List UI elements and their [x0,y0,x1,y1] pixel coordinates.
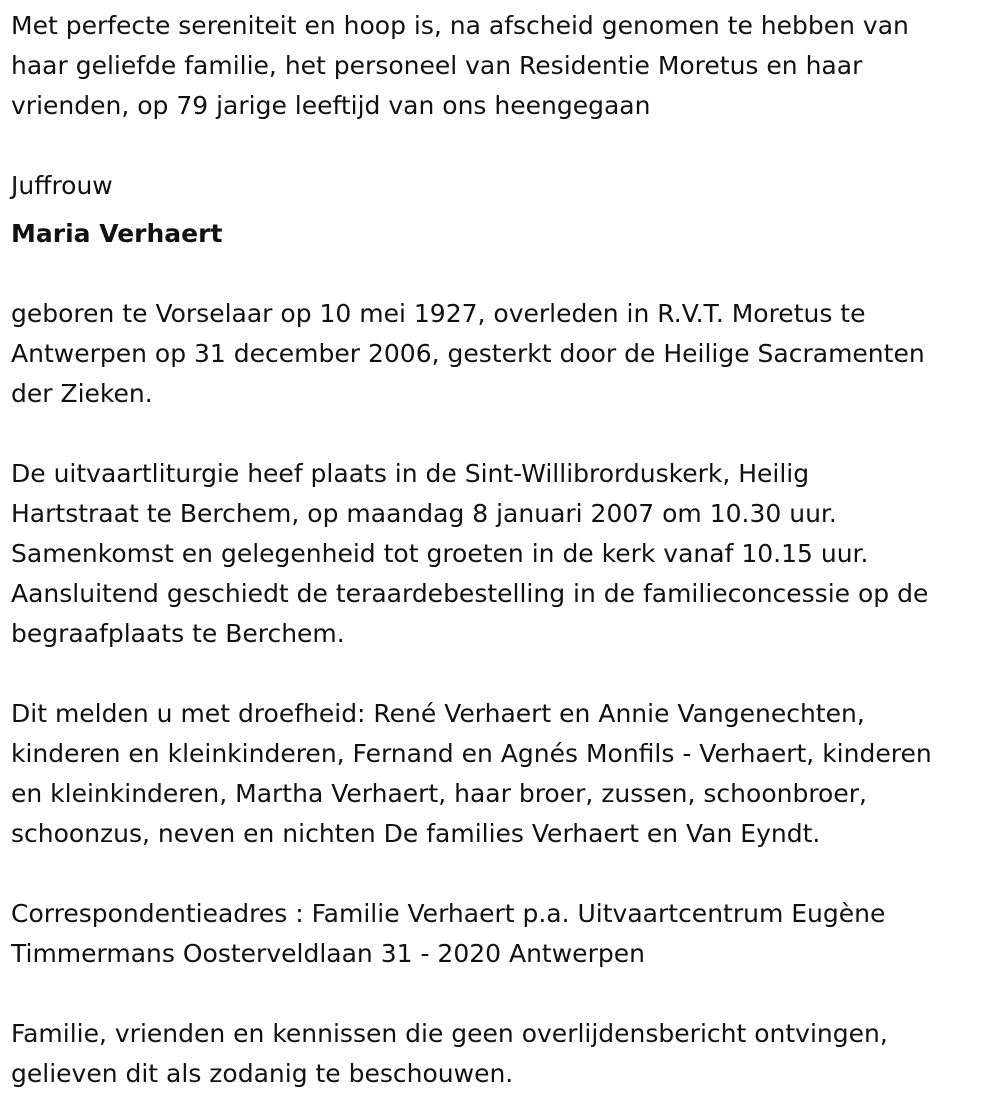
title-prefix: Juffrouw [11,171,113,200]
funeral-paragraph: De uitvaartliturgie heef plaats in de Sint-Willibrorduskerk, Heilig Hartstraat te Berchem, op maandag 8 januari 2007 om 10.30 uur. Samenkomst en gelegenheid tot groeten in de kerk vanaf 10.15 uur. Aansluitend geschiedt de teraardebestelling in de familieconcessie op de begraafplaats te Berchem. [11,459,929,648]
correspondence-paragraph: Correspondentieadres : Familie Verhaert p.a. Uitvaartcentrum Eugène Timmermans Oosterveldlaan 31 - 2020 Antwerpen [11,899,886,968]
birth-death-paragraph: geboren te Vorselaar op 10 mei 1927, overleden in R.V.T. Moretus te Antwerpen op 31 december 2006, gesterkt door de Heilige Sacramenten der Zieken. [11,299,925,408]
deceased-name: Maria Verhaert [11,219,223,248]
closing-paragraph: Familie, vrienden en kennissen die geen overlijdensbericht ontvingen, gelieven dit als zodanig te beschouwen. [11,1019,888,1088]
announcers-paragraph: Dit melden u met droefheid: René Verhaert en Annie Vangenechten, kinderen en kleinkinderen, Fernand en Agnés Monfils - Verhaert, kinderen en kleinkinderen, Martha Verhaert, haar broer, zussen, schoonbroer, schoonzus, neven en nichten De families Verhaert en Van Eyndt. [11,699,932,848]
intro-paragraph: Met perfecte sereniteit en hoop is, na afscheid genomen te hebben van haar geliefde familie, het personeel van Residentie Moretus en haar vrienden, op 79 jarige leeftijd van ons heengegaan [11,11,909,120]
